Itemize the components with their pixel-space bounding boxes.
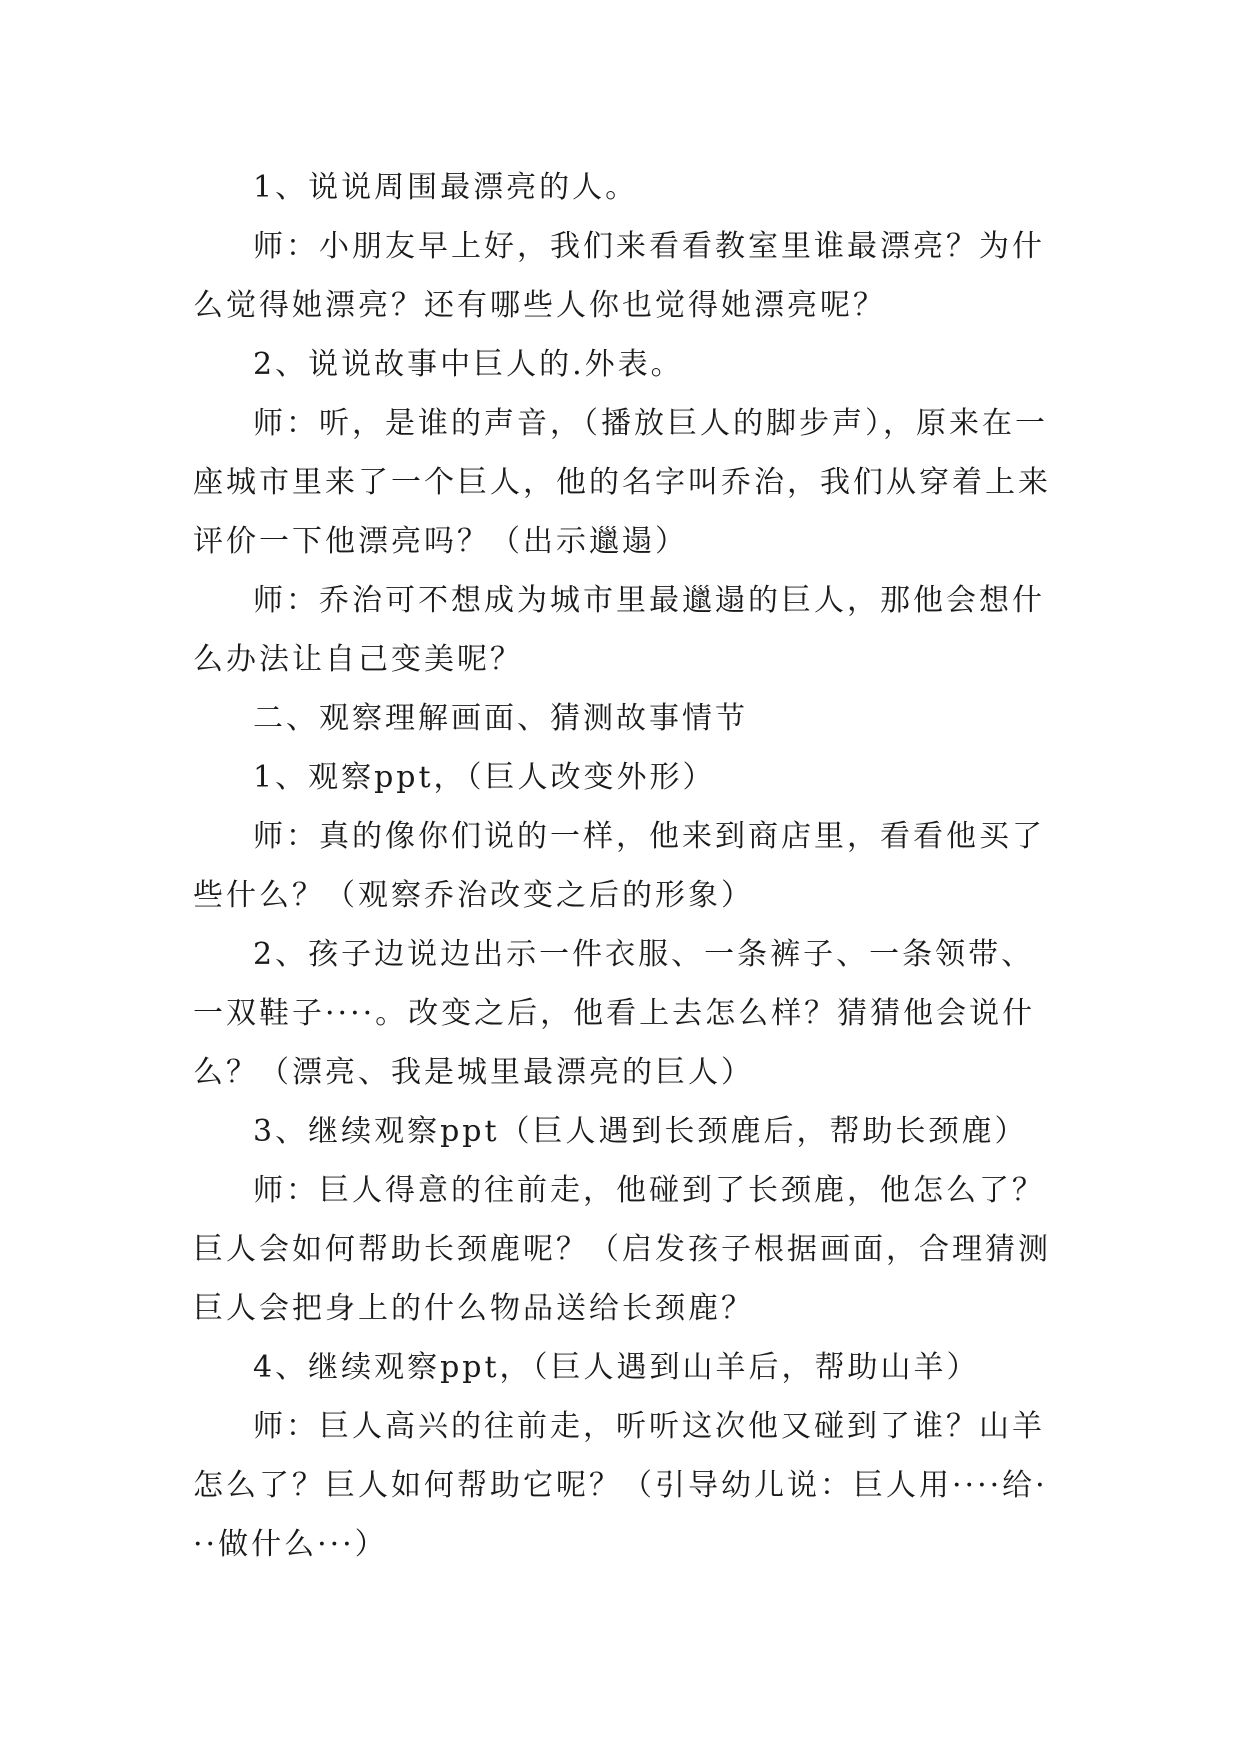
paragraph: 4、继续观察ppt，（巨人遇到山羊后，帮助山羊） (253, 1350, 980, 1385)
section-heading: 二、观察理解画面、猜测故事情节 (253, 701, 748, 736)
paragraph: 师：小朋友早上好，我们来看看教室里谁最漂亮？为什么觉得她漂亮？还有哪些人你也觉得她漂亮呢？ (193, 229, 1045, 323)
paragraph: 3、继续观察ppt（巨人遇到长颈鹿后，帮助长颈鹿） (253, 1114, 1028, 1149)
paragraph: 师：巨人得意的往前走，他碰到了长颈鹿，他怎么了？巨人会如何帮助长颈鹿呢？（启发孩子根据画面，合理猜测巨人会把身上的什么物品送给长颈鹿？ (193, 1173, 1051, 1326)
paragraph: 师：听，是谁的声音，（播放巨人的脚步声），原来在一座城市里来了一个巨人，他的名字叫乔治，我们从穿着上来评价一下他漂亮吗？（出示邋遢） (193, 406, 1051, 559)
paragraph: 师：真的像你们说的一样，他来到商店里，看看他买了些什么？（观察乔治改变之后的形象） (193, 819, 1045, 913)
paragraph: 师：乔治可不想成为城市里最邋遢的巨人，那他会想什么办法让自己变美呢？ (193, 583, 1045, 677)
paragraph: 师：巨人高兴的往前走，听听这次他又碰到了谁？山羊怎么了？巨人如何帮助它呢？（引导幼儿说：巨人用····给···做什么···） (193, 1409, 1048, 1562)
paragraph: 1、观察ppt，（巨人改变外形） (253, 760, 716, 795)
document-body (193, 158, 1053, 1574)
paragraph: 2、孩子边说边出示一件衣服、一条裤子、一条领带、一双鞋子····。改变之后，他看上去怎么样？猜猜他会说什么？（漂亮、我是城里最漂亮的巨人） (193, 937, 1036, 1090)
paragraph: 2、说说故事中巨人的.外表。 (253, 347, 684, 382)
paragraph: 1、说说周围最漂亮的人。 (253, 170, 639, 205)
